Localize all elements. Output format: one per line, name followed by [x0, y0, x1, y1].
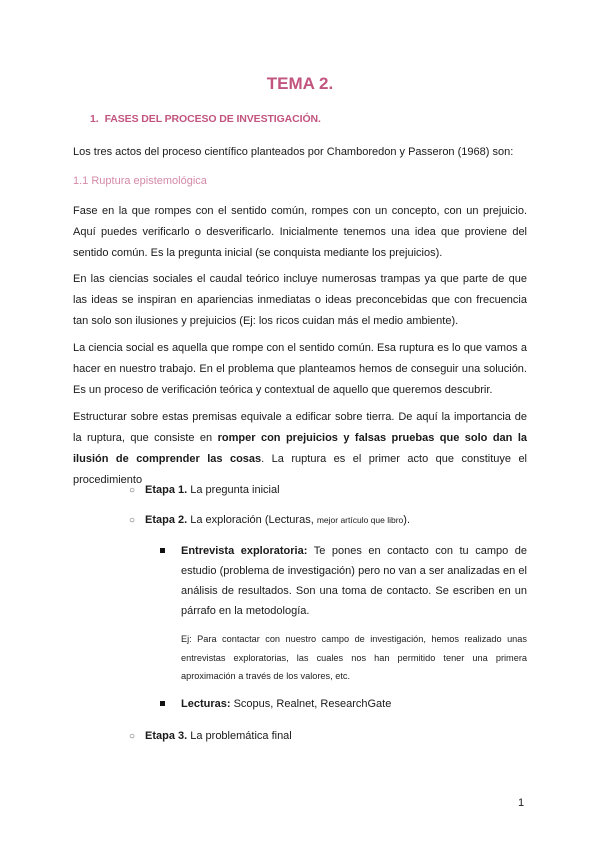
lecturas-label: Lecturas: [181, 698, 231, 710]
circle-bullet-icon: ○ [129, 485, 136, 496]
page-title: TEMA 2. [266, 74, 334, 93]
section-number: 1. [90, 113, 99, 125]
paragraph-4-bold: romper con prejuicios y falsas pruebas que solo dan la ilusión de comprender las cosas [73, 432, 527, 465]
square-bullet-icon [160, 701, 165, 706]
etapa-2-label: Etapa 2. [145, 514, 188, 526]
paragraph-3: La ciencia social es aquella que rompe con el sentido común. Esa ruptura es lo que vamos a hacer en nuestro trabajo. En el problema que planteamos hemos de conseguir una solución. Es un proceso de verificación teórica y contextual de aquello que queremos descubrir. [73, 342, 527, 396]
etapa-1-text: La pregunta inicial [187, 484, 280, 496]
list-item-etapa-3 [129, 730, 292, 742]
etapa-2-end: ). [403, 514, 411, 526]
square-bullet-icon [160, 548, 165, 553]
paragraph-2: En las ciencias sociales el caudal teórico incluye numerosas trampas ya que parte de que las ideas se inspiran en apariencias inmediatas o ideas preconcebidas que con frecuencia tan solo son ilusiones y prejuicios (Ej: los ricos cuidan más el medio ambiente). [73, 273, 527, 327]
paragraph-4 [73, 407, 527, 491]
section-heading [90, 113, 321, 125]
intro-text: Los tres actos del proceso científico planteados por Chamboredon y Passeron (1968) son: [73, 146, 514, 158]
circle-bullet-icon: ○ [129, 731, 136, 742]
paragraph-4-end: . La ruptura es el primer acto que constituye el procedimiento [73, 453, 528, 486]
page-number: 1 [518, 797, 525, 809]
entrevista-text: Te pones en contacto con tu campo de estudio (problema de investigación) pero no van a ser analizadas en el análisis de resultados. Son una toma de contacto. Se escriben en un párrafo en la metodología. [181, 545, 527, 617]
list-item-entrevista [160, 541, 527, 621]
etapa-2-small: mejor artículo que libro [316, 515, 404, 525]
section-label: FASES DEL PROCESO DE INVESTIGACIÓN. [104, 113, 321, 125]
etapa-3-label: Etapa 3. [145, 730, 188, 742]
example-note: Ej: Para contactar con nuestro campo de investigación, hemos realizado unas entrevistas exploratorias, las cuales nos han permitido tener una primera aproximación a través de los valores, etc. [181, 634, 527, 681]
etapa-2-text: La exploración (Lecturas, [187, 514, 317, 526]
paragraph-1: Fase en la que rompes con el sentido común, rompes con un concepto, con un prejuicio. Aquí puedes verificarlo o desverificarlo. Inicialmente tenemos una idea que proviene del sentido común. Es la pregunta inicial (se conquista mediante los prejuicios). [73, 205, 527, 259]
list-item-lecturas [160, 694, 527, 714]
etapa-1-label: Etapa 1. [145, 484, 188, 496]
entrevista-label: Entrevista exploratoria: [181, 545, 308, 557]
lecturas-text: Scopus, Realnet, ResearchGate [230, 698, 392, 710]
paragraph-4-start: Estructurar sobre estas premisas equivale a edificar sobre tierra. De aquí la importancia de la ruptura, que consiste en [73, 411, 527, 444]
list-item-etapa-2 [129, 514, 410, 526]
list-item-etapa-1 [129, 484, 280, 496]
circle-bullet-icon: ○ [129, 515, 136, 526]
subsection-heading: 1.1 Ruptura epistemológica [73, 175, 207, 187]
etapa-3-text: La problemática final [187, 730, 292, 742]
